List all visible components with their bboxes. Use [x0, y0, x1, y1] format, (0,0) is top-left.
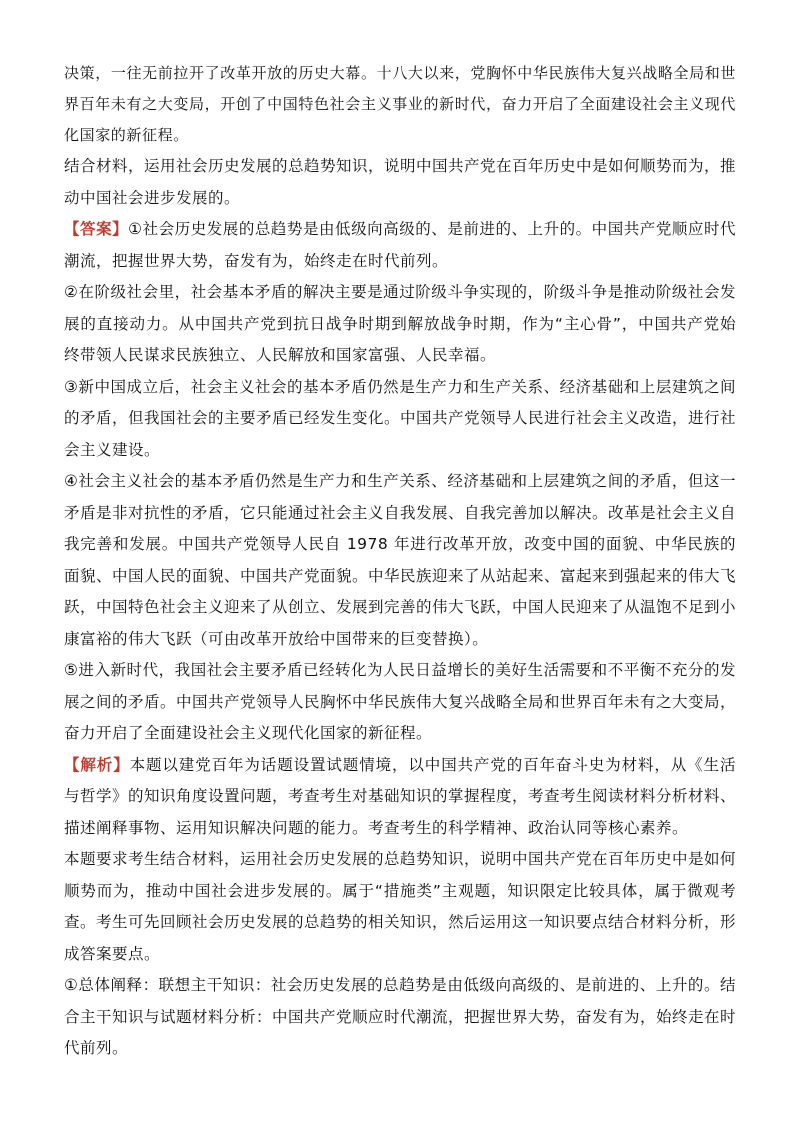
answer-point-text: ①社会历史发展的总趋势是由低级向高级的、是前进的、上升的。中国共产党顺应时代潮流，把握世界大势，奋发有为，始终走在时代前列。: [64, 220, 736, 270]
analysis-paragraph-1: 本题要求考生结合材料，运用社会历史发展的总趋势知识，说明中国共产党在百年历史中是如何顺势而为，推动中国社会进步发展的。属于“措施类”主观题，知识限定比较具体，属于微观考查。考生可先回顾社会历史发展的总趋势的相关知识，然后运用这一知识要点结合材料分析，形成答案要点。: [64, 850, 737, 963]
answer-tag: 【答案】: [64, 220, 129, 238]
analysis-intro: [64, 750, 736, 845]
answer-point-3: ③新中国成立后，社会主义社会的基本矛盾仍然是生产力和生产关系、经济基础和上层建筑之间的矛盾，但我国社会的主要矛盾已经发生变化。中国共产党领导人民进行社会主义改造，进行社会主义建设。: [64, 377, 737, 459]
analysis-tag: 【解析】: [64, 755, 130, 774]
answer-point-2: ②在阶级社会里，社会基本矛盾的解决主要是通过阶级斗争实现的，阶级斗争是推动阶级社会发展的直接动力。从中国共产党到抗日战争时期到解放战争时期，作为“主心骨”，中国共产党始终带领人民谋求民族独立、人民解放和国家富强、人民幸福。: [64, 283, 736, 364]
answer-point-4: ④社会主义社会的基本矛盾仍然是生产力和生产关系、经济基础和上层建筑之间的矛盾，但这一矛盾是非对抗性的矛盾，它只能通过社会主义自我发展、自我完善加以解决。改革是社会主义自我完善和发展。中国共产党领导人民自 1978 年进行改革开放，改变中国的面貌、中华民族的面貌、中国人民的面貌、中国共产党面貌。中华民族迎来了从站起来、富起来到强起来的伟大飞跃，中国特色社会主义迎来了从创立、发展到完善的伟大飞跃，中国人民迎来了从温饱不足到小康富裕的伟大飞跃（可由改革开放给中国带来的巨变替换）。: [64, 472, 737, 648]
analysis-intro-text: 本题以建党百年为话题设置试题情境，以中国共产党的百年奋斗史为材料，从《生活与哲学》的知识角度设置问题，考查考生对基础知识的掌握程度，考查考生阅读材料分析材料、描述阐释事物、运用知识解决问题的能力。考查考生的科学精神、政治认同等核心素养。: [64, 755, 737, 837]
analysis-paragraph-2: ①总体阐释：联想主干知识：社会历史发展的总趋势是由低级向高级的、是前进的、上升的。结合主干知识与试题材料分析：中国共产党顺应时代潮流，把握世界大势，奋发有为，始终走在时代前列。: [64, 976, 737, 1057]
answer-point-1: [64, 214, 736, 277]
material-text: 决策，一往无前拉开了改革开放的历史大幕。十八大以来，党胸怀中华民族伟大复兴战略全局和世界百年未有之大变局，开创了中国特色社会主义事业的新时代，奋力开启了全面建设社会主义现代化国家的新征程。: [64, 64, 736, 144]
question-text: 结合材料，运用社会历史发展的总趋势知识，说明中国共产党在百年历史中是如何顺势而为，推动中国社会进步发展的。: [64, 157, 737, 207]
answer-point-5: ⑤进入新时代，我国社会主要矛盾已经转化为人民日益增长的美好生活需要和不平衡不充分的发展之间的矛盾。中国共产党领导人民胸怀中华民族伟大复兴战略全局和世界百年未有之大变局，奋力开启了全面建设社会主义现代化国家的新征程。: [64, 661, 737, 742]
